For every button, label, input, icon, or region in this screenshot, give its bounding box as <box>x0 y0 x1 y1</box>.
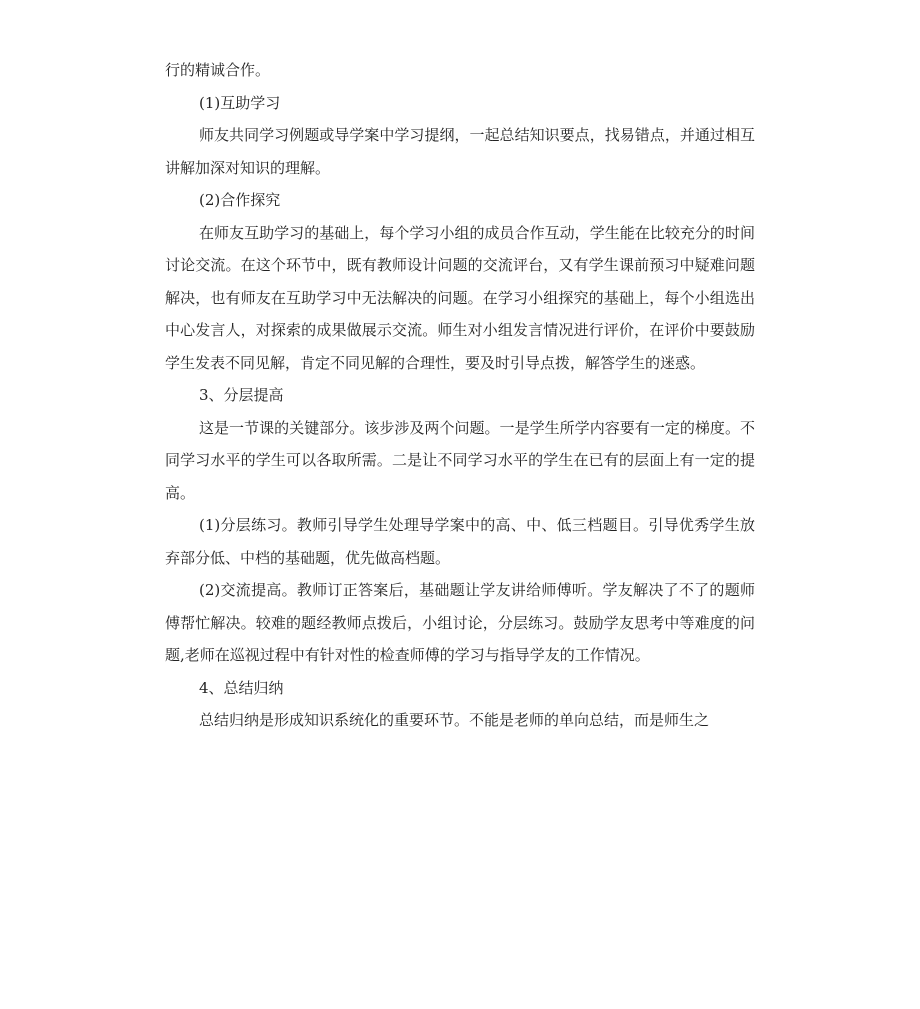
heading-cooperative-inquiry: (2)合作探究 <box>199 191 281 209</box>
paragraph-mutual-learning: 师友共同学习例题或导学案中学习提纲，一起总结知识要点，找易错点，并通过相互讲解加深对知识的理解。 <box>165 126 755 177</box>
paragraph-cooperative-inquiry: 在师友互助学习的基础上，每个学习小组的成员合作互动，学生能在比较充分的时间讨论交流。在这个环节中，既有教师设计问题的交流评台，又有学生课前预习中疑难问题解决，也有师友在互助学习中无法解决的问题。在学习小组探究的基础上，每个小组选出中心发言人，对探索的成果做展示交流。师生对小组发言情况进行评价，在评价中要鼓励学生发表不同见解，肯定不同见解的合理性，要及时引导点拨，解答学生的迷惑。 <box>165 223 755 372</box>
heading-mutual-learning: (1)互助学习 <box>199 93 281 112</box>
paragraph-summary: 总结归纳是形成知识系统化的重要环节。不能是老师的单向总结，而是师生之 <box>199 711 710 729</box>
paragraph-layered-practice: (1)分层练习。教师引导学生处理导学案中的高、中、低三档题目。引导优秀学生放弃部分低、中档的基础题，优先做高档题。 <box>165 516 755 567</box>
heading-layered-improvement: 3、分层提高 <box>199 386 284 404</box>
document-body <box>165 54 755 737</box>
paragraph-layered-improvement: 这是一节课的关键部分。该步涉及两个问题。一是学生所学内容要有一定的梯度。不同学习水平的学生可以各取所需。二是让不同学习水平的学生在已有的层面上有一定的提高。 <box>165 418 755 502</box>
paragraph-continuation: 行的精诚合作。 <box>165 61 271 79</box>
paragraph-exchange-improvement: (2)交流提高。教师订正答案后，基础题让学友讲给师傅听。学友解决了不了的题师傅帮忙解决。较难的题经教师点拨后，小组讨论，分层练习。鼓励学友思考中等难度的问题,老师在巡视过程中有针对性的检查师傅的学习与指导学友的工作情况。 <box>165 581 755 664</box>
heading-summary: 4、总结归纳 <box>199 678 284 697</box>
